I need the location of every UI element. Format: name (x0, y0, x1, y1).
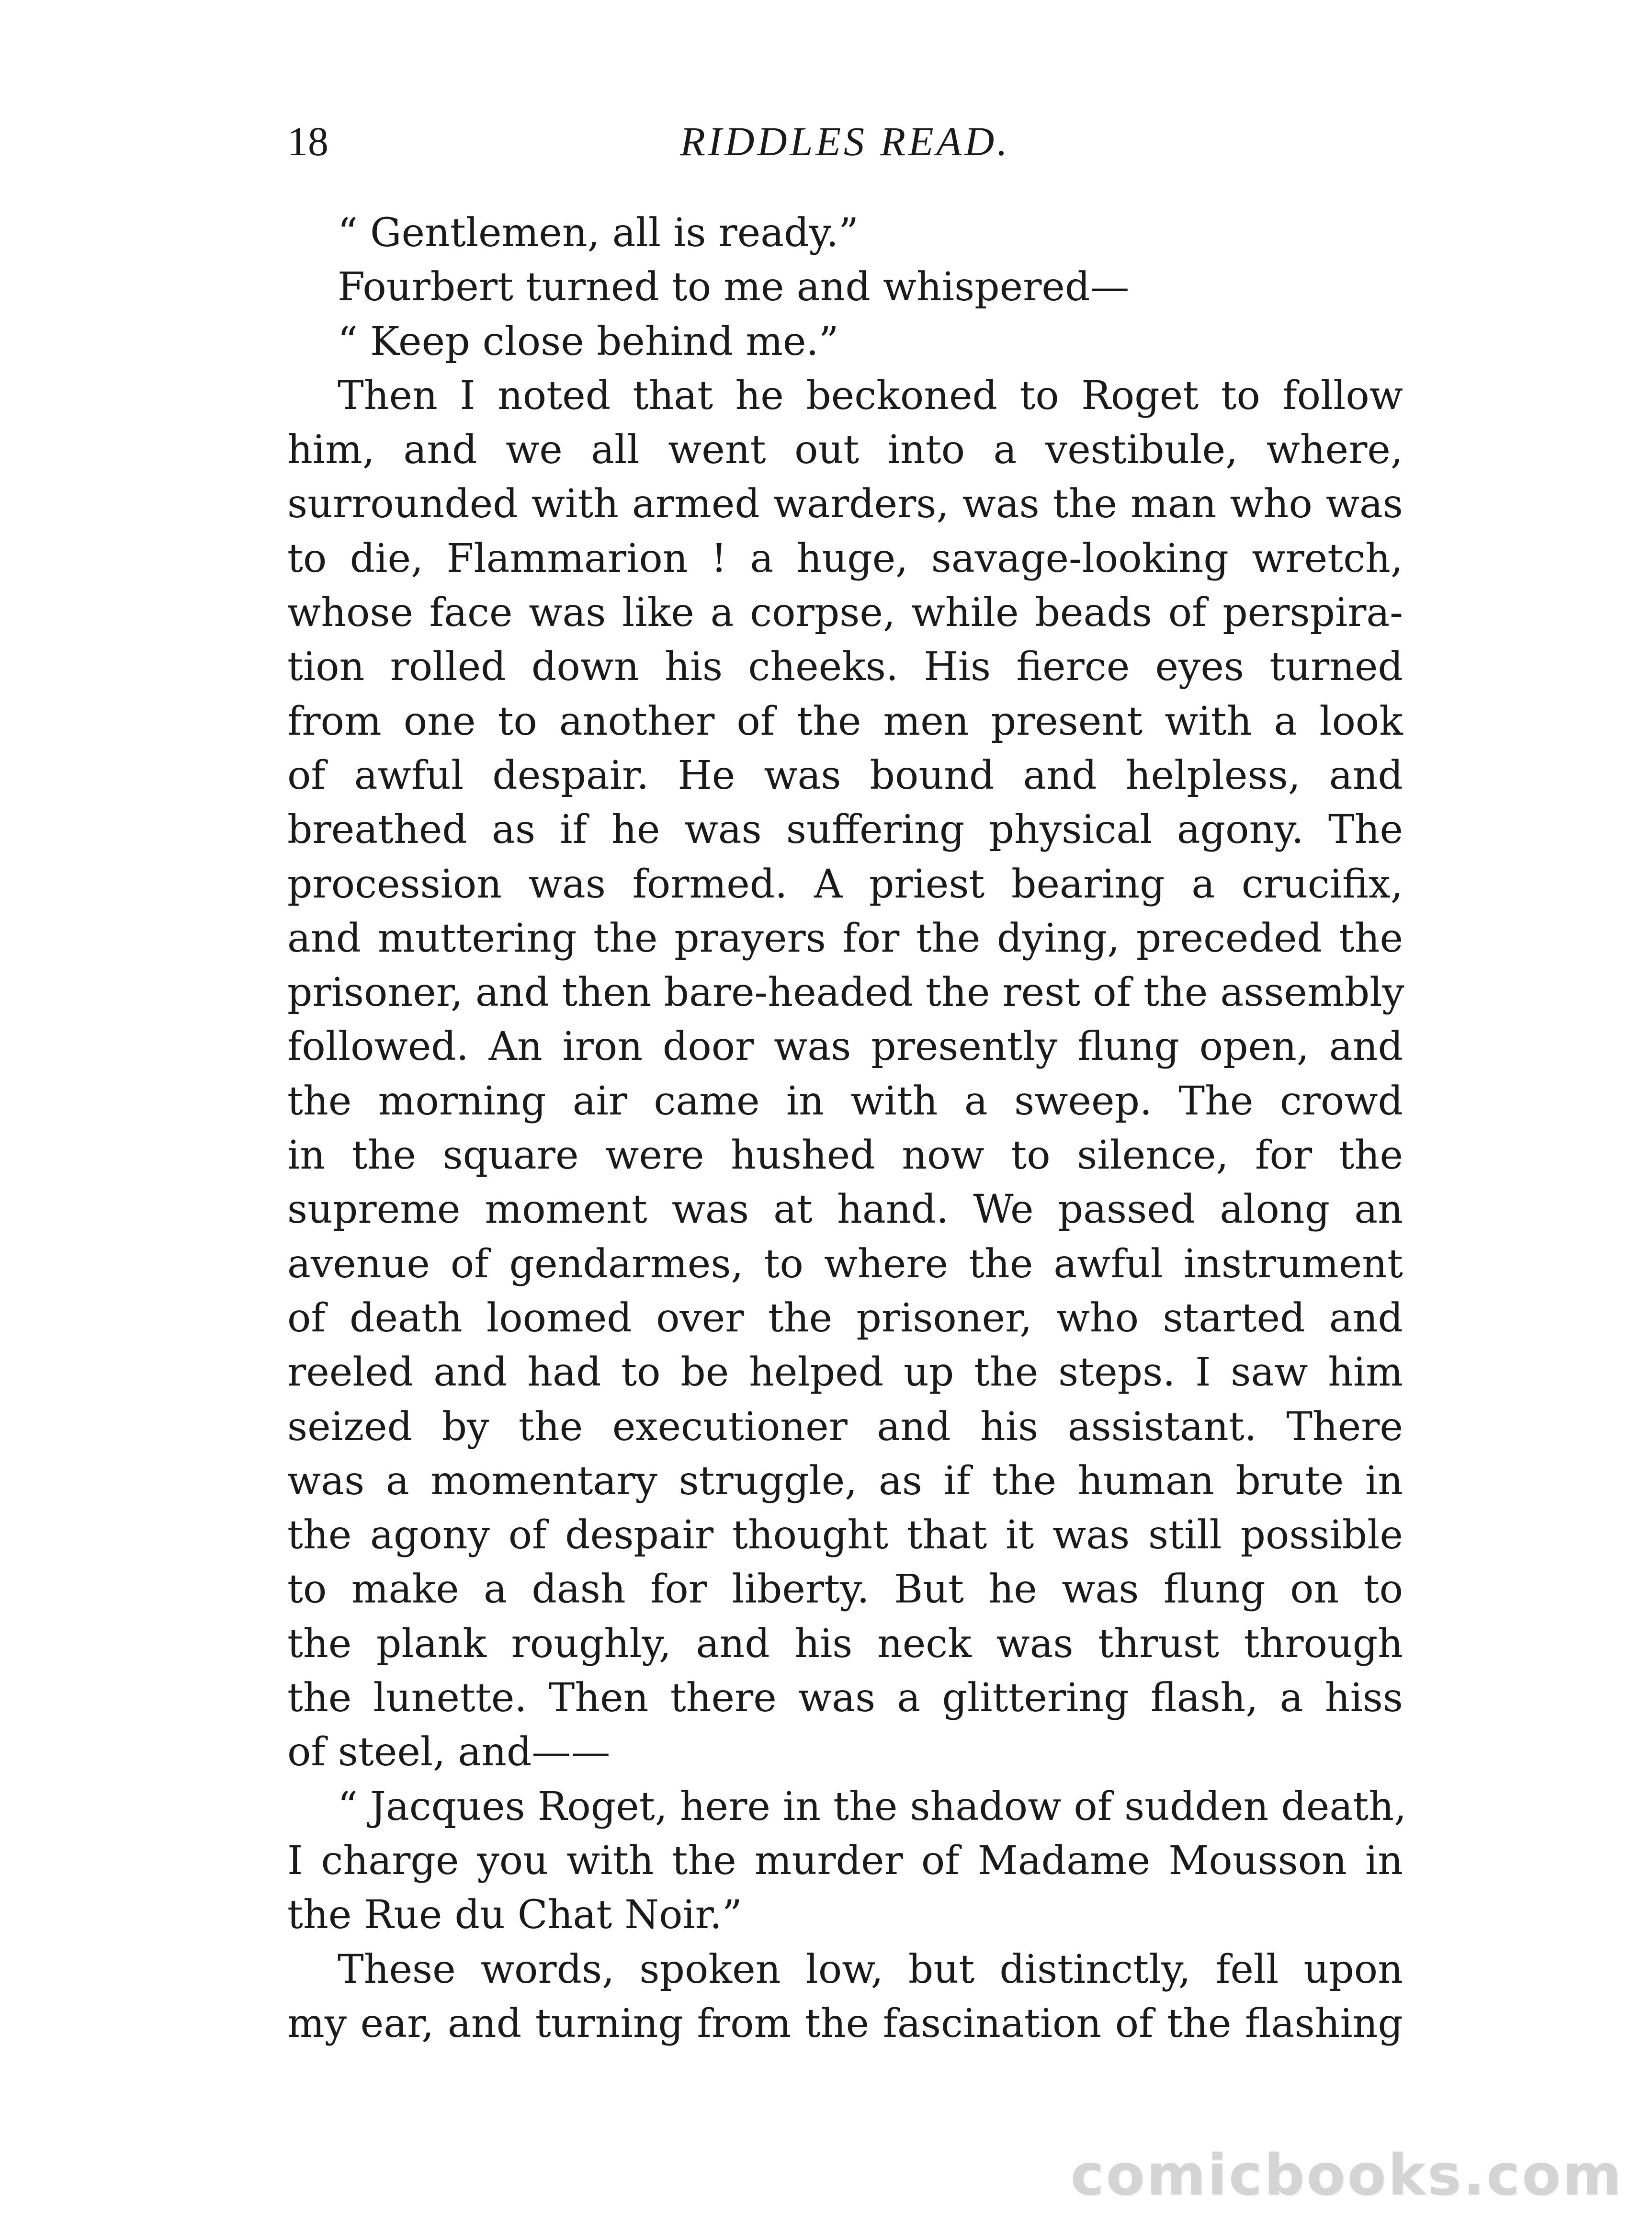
text-line: Then I noted that he beckoned to Roget to follow (338, 373, 1403, 419)
text-line: prisoner, and then bare-headed the rest of the assembly (287, 970, 1404, 1016)
text-line: seized by the executioner and his assistant. There (287, 1404, 1403, 1450)
text-line: of steel, and—— (287, 1729, 611, 1775)
text-line: procession was formed. A priest bearing a crucifix, (287, 861, 1403, 907)
text-line: These words, spoken low, but distinctly, fell upon (338, 1946, 1403, 1992)
text-line: whose face was like a corpse, while beads of perspira- (287, 590, 1403, 636)
text-line: of awful despair. He was bound and helpless, and (287, 752, 1403, 798)
text-line: “ Keep close behind me.” (338, 318, 839, 364)
text-line: to make a dash for liberty. But he was flung on to (287, 1567, 1403, 1613)
text-line: breathed as if he was suffering physical agony. The (287, 807, 1403, 853)
text-line: in the square were hushed now to silence, for the (287, 1133, 1403, 1179)
text-line: Fourbert turned to me and whispered— (338, 264, 1130, 310)
text-line: my ear, and turning from the fascination of the flashing (287, 2000, 1403, 2046)
body-text (287, 206, 1407, 2051)
text-line: to die, Flammarion ! a huge, savage-looking wretch, (287, 535, 1403, 581)
text-line: tion rolled down his cheeks. His fierce eyes turned (287, 644, 1403, 690)
watermark: comicbooks.com (1070, 2142, 1623, 2208)
text-line: the plank roughly, and his neck was thrust through (287, 1621, 1403, 1667)
text-line: the agony of despair thought that it was still possible (287, 1512, 1403, 1558)
text-line: “ Jacques Roget, here in the shadow of sudden death, (338, 1784, 1407, 1829)
text-line: of death loomed over the prisoner, who started and (287, 1295, 1403, 1341)
text-line: I charge you with the murder of Madame Mousson in (287, 1838, 1403, 1884)
text-line: avenue of gendarmes, to where the awful instrument (287, 1241, 1403, 1287)
text-line: the morning air came in with a sweep. The crowd (287, 1078, 1403, 1124)
text-line: him, and we all went out into a vestibule, where, (287, 427, 1403, 473)
text-line: was a momentary struggle, as if the human brute in (287, 1458, 1403, 1504)
running-head: RIDDLES READ. (680, 118, 1010, 164)
text-line: the lunette. Then there was a glittering flash, a hiss (287, 1675, 1403, 1721)
text-line: reeled and had to be helped up the steps. I saw him (287, 1350, 1403, 1396)
text-line: and muttering the prayers for the dying, preceded the (287, 915, 1403, 961)
text-line: supreme moment was at hand. We passed along an (287, 1187, 1403, 1233)
text-line: the Rue du Chat Noir.” (287, 1892, 742, 1938)
text-line: from one to another of the men present with a look (287, 698, 1403, 744)
text-line: “ Gentlemen, all is ready.” (338, 210, 859, 256)
text-line: followed. An iron door was presently flung open, and (287, 1024, 1403, 1070)
text-line: surrounded with armed warders, was the man who was (287, 481, 1403, 527)
page-number: 18 (287, 118, 328, 164)
page-header (287, 113, 1403, 170)
